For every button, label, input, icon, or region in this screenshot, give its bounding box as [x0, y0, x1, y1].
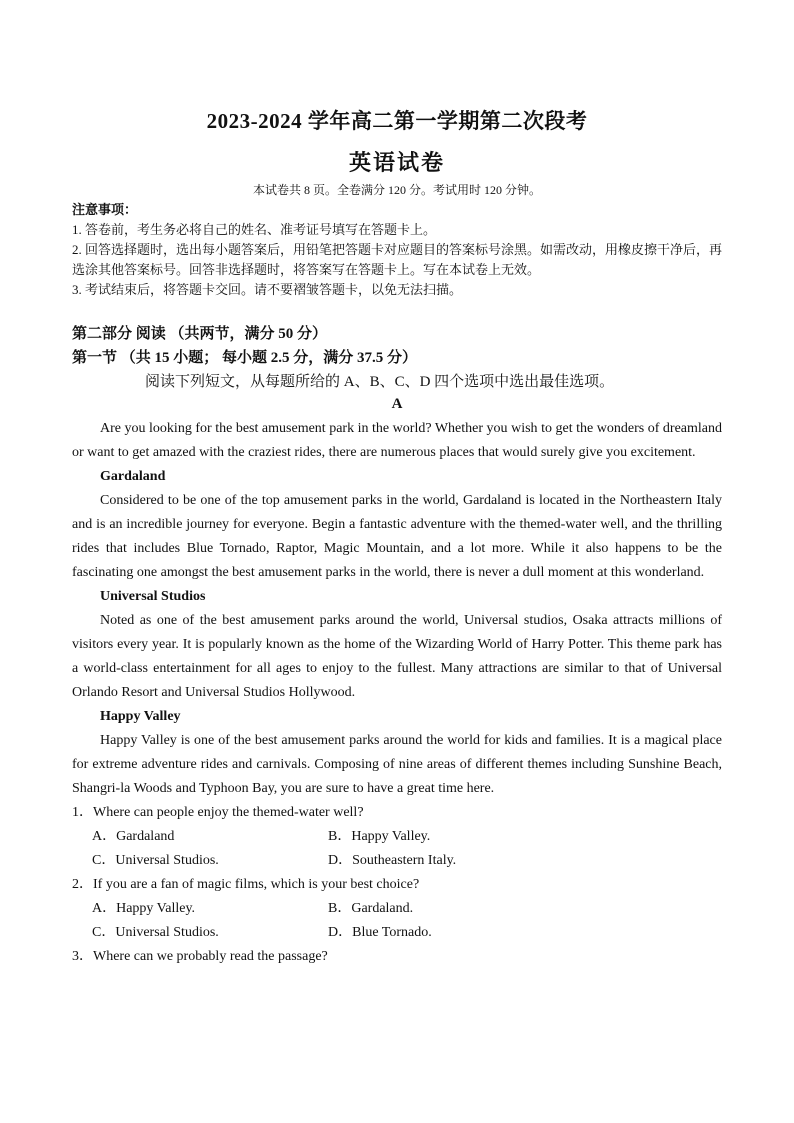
exam-subject-title: 英语试卷 — [348, 150, 445, 175]
notes-section — [72, 200, 722, 300]
section-heading-gardaland: Gardaland — [100, 469, 166, 484]
question-1-options — [72, 849, 722, 873]
option-b: B．Happy Valley. — [328, 829, 431, 844]
exam-title: 2023-2024 学年高二第一学期第二次段考 — [206, 109, 588, 133]
passage-label: A — [391, 396, 403, 412]
option-d: D．Blue Tornado. — [328, 925, 432, 940]
option-a: A．Gardaland — [92, 829, 175, 844]
section-heading-happy-valley: Happy Valley — [100, 709, 181, 724]
section-heading-universal: Universal Studios — [100, 589, 206, 604]
section-text-universal: Noted as one of the best amusement parks around the world, Universal studios, Osaka attracts millions of visitors every year. It is popularly known as the home of the Wizarding World of Harry Potter. This theme park has a world-class entertainment for all ages to enjoy to the fullest. Many attractions are similar to that of Universal Orlando Resort and Universal Studios Hollywood. — [72, 613, 722, 700]
option-b: B．Gardaland. — [328, 901, 414, 916]
part-heading: 第二部分 阅读 （共两节，满分 50 分） — [72, 326, 328, 342]
section-text-happy-valley: Happy Valley is one of the best amusement parks around the world for kids and families. It is a magical place for extreme adventure rides and carnivals. Composing of nine areas of different themes including Sunshine Beach, Shangri-la Woods and Typhoon Bay, you are sure to have a great time here. — [72, 733, 722, 796]
option-d: D．Southeastern Italy. — [328, 853, 457, 868]
note-item: 1. 答卷前，考生务必将自己的姓名、准考证号填写在答题卡上。 — [72, 222, 437, 237]
question-1-stem: 1．Where can people enjoy the themed-water well? — [72, 805, 364, 820]
question-2-stem: 2．If you are a fan of magic films, which is your best choice? — [72, 877, 420, 892]
passage — [72, 417, 722, 969]
notes-heading: 注意事项： — [72, 202, 138, 217]
section-text-gardaland: Considered to be one of the top amusement parks in the world, Gardaland is located in the Northeastern Italy and is an incredible journey for everyone. Begin a fantastic adventure with the themed-water well, and the thrilling rides that includes Blue Tornado, Raptor, Magic Mountain, and a lot more. While it also happens to be the fascinating one amongst the best amusement parks in the world, there is never a dull moment at this wonderland. — [72, 493, 722, 580]
question-3-stem: 3．Where can we probably read the passage? — [72, 949, 328, 964]
option-a: A．Happy Valley. — [92, 901, 196, 916]
option-c: C．Universal Studios. — [92, 925, 219, 940]
passage-intro: Are you looking for the best amusement park in the world? Whether you wish to get the wonders of dreamland or want to get amazed with the craziest rides, there are numerous places that would surely give you excitement. — [72, 421, 722, 460]
note-item: 3. 考试结束后，将答题卡交回。请不要褶皱答题卡，以免无法扫描。 — [72, 282, 463, 297]
section-heading: 第一节 （共 15 小题； 每小题 2.5 分，满分 37.5 分） — [72, 350, 418, 366]
question-2-options — [72, 921, 722, 945]
question-2-options — [72, 897, 722, 921]
reading-instruction: 阅读下列短文，从每题所给的 A、B、C、D 四个选项中选出最佳选项。 — [145, 374, 615, 390]
option-c: C．Universal Studios. — [92, 853, 219, 868]
question-1-options — [72, 825, 722, 849]
exam-info: 本试卷共 8 页。全卷满分 120 分。考试用时 120 分钟。 — [252, 183, 541, 197]
note-item: 2. 回答选择题时，选出每小题答案后，用铅笔把答题卡对应题目的答案标号涂黑。如需改动，用橡皮擦干净后，再选涂其他答案标号。回答非选择题时，将答案写在答题卡上。写在本试卷上无效。 — [72, 242, 723, 277]
